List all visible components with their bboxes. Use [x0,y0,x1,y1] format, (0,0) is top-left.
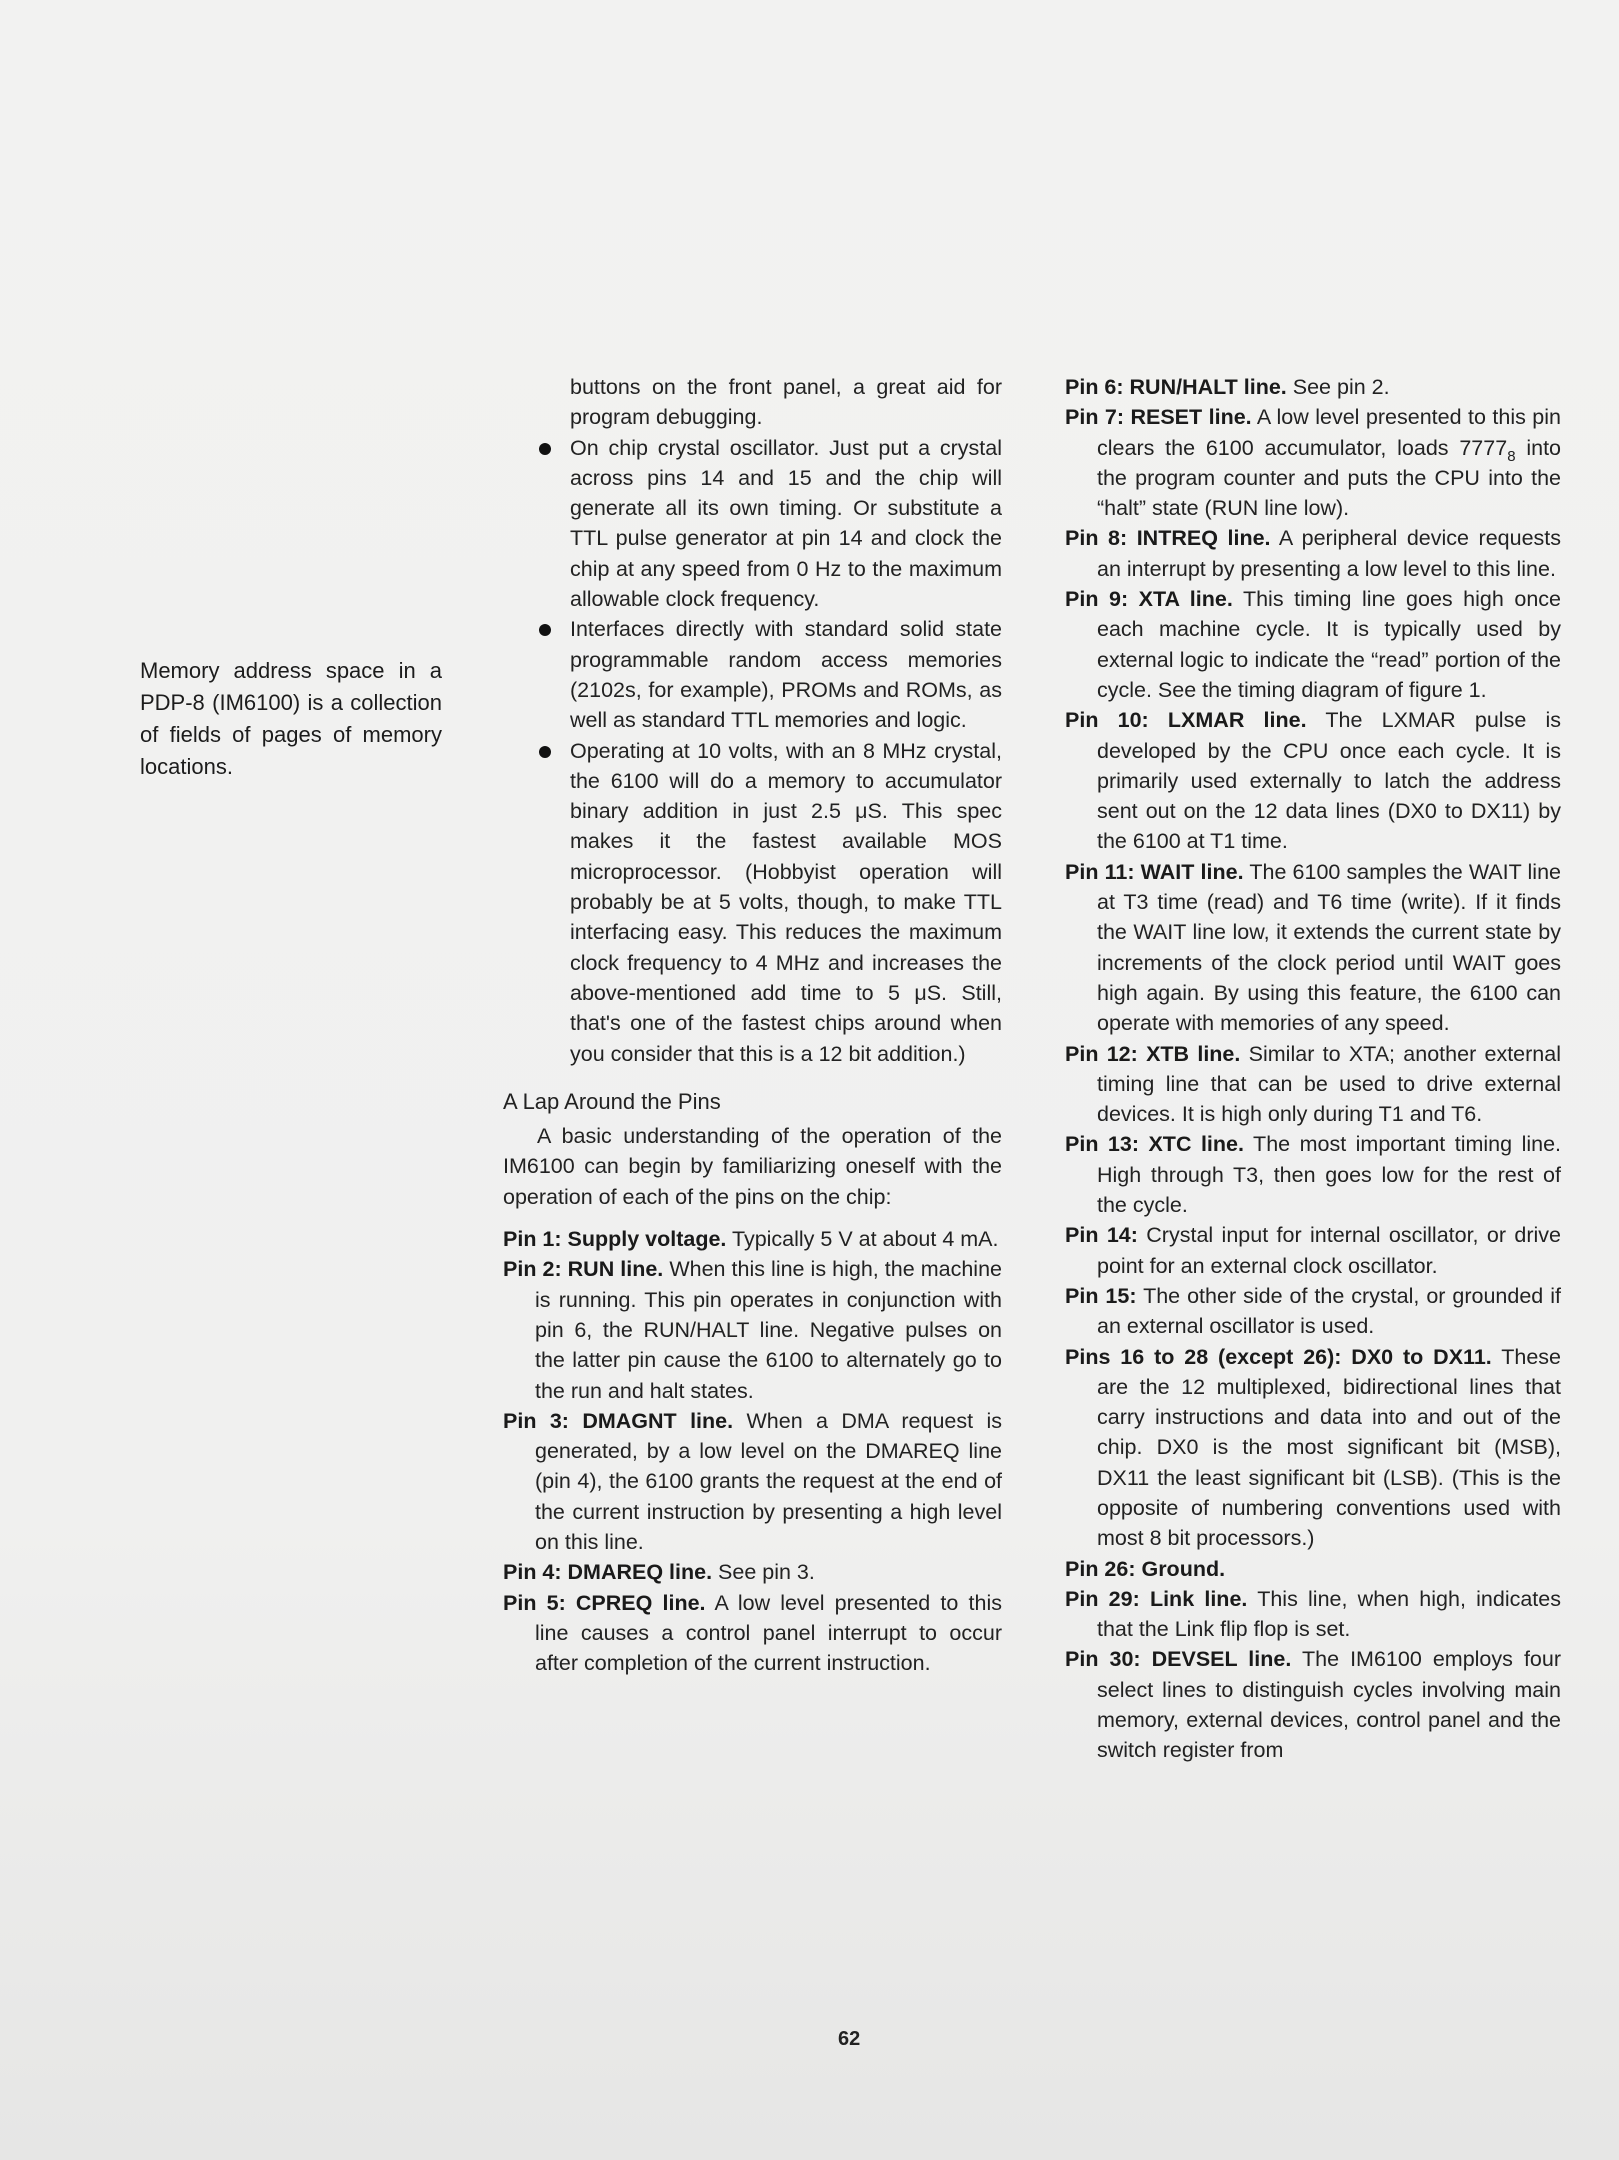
pin-description [1065,372,1561,402]
intro-paragraph: A basic understanding of the operation of the IM6100 can begin by familiarizing oneself with the operation of each of the pins on the chip: [503,1124,1002,1209]
pin-label: Pin 1: Supply voltage. [503,1227,727,1252]
pin-text: The LXMAR pulse is developed by the CPU once each cycle. It is primarily used externally to latch the address sent out on the 12 data lines (DX0 to DX11) by the 6100 at T1 time. [1097,708,1561,854]
pin-label: Pin 11: WAIT line. [1065,859,1244,884]
pin-label: Pin 30: DEVSEL line. [1065,1647,1292,1672]
pin-description [1065,402,1561,523]
pin-description [1065,705,1561,856]
feature-item [503,614,1002,735]
pin-label: Pin 2: RUN line. [503,1257,664,1282]
pin-description [503,1254,1002,1405]
feature-text: Operating at 10 volts, with an 8 MHz crystal, the 6100 will do a memory to accumulator binary addition in just 2.5 μS. This spec makes it the fastest available MOS microprocessor. (Hobbyist operation will probably be at 5 volts, though, to make TTL interfacing easy. This reduces the maximum clock frequency to 4 MHz and increases the above-mentioned add time to 5 μS. Still, that's one of the fastest chips around when you consider that this is a 12 bit addition.) [570,738,1002,1066]
pin-text: This timing line goes high once each machine cycle. It is typically used by external logic to indicate the “read” portion of the cycle. See the timing diagram of figure 1. [1097,587,1561,702]
bullet-icon [539,624,551,636]
pin-description [1065,857,1561,1039]
pin-text: Similar to XTA; another external timing line that can be used to drive external devices. It is high only during T1 and T6. [1097,1041,1561,1127]
pin-description [503,1406,1002,1557]
pin-text: These are the 12 multiplexed, bidirectional lines that carry instructions and data into and out of the chip. DX0 is the most significant bit (MSB), DX11 the least significant bit (LSB). (This is the opposite of numbering conventions used with most 8 bit processors.) [1097,1344,1561,1551]
pin-description [1065,1281,1561,1342]
pin-text: See pin 3. [712,1560,815,1585]
bullet-icon [539,746,551,758]
pin-label: Pin 13: XTC line. [1065,1132,1244,1157]
pin-label: Pin 9: XTA line. [1065,587,1233,612]
pin-description [1065,1039,1561,1130]
pin-label: Pin 5: CPREQ line. [503,1590,706,1615]
page-number: 62 [838,2028,861,2050]
pin-label: Pin 7: RESET line. [1065,405,1252,430]
middle-column [503,372,1002,1678]
pin-label: Pin 26: Ground. [1065,1556,1226,1581]
feature-list [503,433,1002,1069]
pin-text: A low level presented to this line causes a control panel interrupt to occur after completion of the current instruction. [535,1590,1002,1676]
pin-label: Pin 29: Link line. [1065,1586,1248,1611]
pin-label: Pin 6: RUN/HALT line. [1065,375,1287,399]
pin-text: A peripheral device requests an interrupt by presenting a low level to this line. [1097,526,1561,581]
pin-description [503,1224,1002,1254]
pin-text: The 6100 samples the WAIT line at T3 time (read) and T6 time (write). If it finds the WAIT line low, it extends the current state by increments of the clock period until WAIT goes high again. By using this feature, the 6100 can operate with memories of any speed. [1097,859,1561,1036]
feature-item [503,433,1002,615]
pin-text: Typically 5 V at about 4 mA. [726,1227,999,1252]
pin-label: Pin 8: INTREQ line. [1065,526,1271,551]
pin-description [1065,1129,1561,1220]
pin-description [1065,1220,1561,1281]
pin-label: Pins 16 to 28 (except 26): DX0 to DX11. [1065,1344,1492,1369]
feature-text: Interfaces directly with standard solid state programmable random access memories (2102s, for example), PROMs and ROMs, as well as standard TTL memories and logic. [570,617,1002,733]
pin-description [1065,1342,1561,1554]
pin-description [1065,1584,1561,1645]
pin-description [1065,523,1561,584]
pin-text: See pin 2. [1286,375,1390,399]
pin-description [503,1557,1002,1587]
feature-text: On chip crystal oscillator. Just put a crystal across pins 14 and 15 and the chip will generate all its own timing. Or substitute a TTL pulse generator at pin 14 and clock the chip at any speed from 0 Hz to the maximum allowable clock frequency. [570,435,1002,612]
pin-label: Pin 12: XTB line. [1065,1041,1241,1066]
pin-text: This line, when high, indicates that the Link flip flop is set. [1097,1586,1561,1642]
pin-text: The other side of the crystal, or grounded if an external oscillator is used. [1097,1283,1561,1339]
pin-label: Pin 10: LXMAR line. [1065,708,1307,733]
continued-paragraph: buttons on the front panel, a great aid for program debugging. [570,375,1002,430]
pin-description [1065,584,1561,705]
pin-text: A low level presented to this pin clears the 6100 accumulator, loads 7777 [1097,405,1561,460]
pin-text: Crystal input for internal oscillator, or drive point for an external clock oscillator. [1097,1223,1561,1278]
pin-text: The IM6100 employs four select lines to distinguish cycles involving main memory, external devices, control panel and the switch register from [1097,1647,1561,1763]
pin-label: Pin 4: DMAREQ line. [503,1560,713,1585]
pin-description [503,1588,1002,1679]
pin-label: Pin 14: [1065,1223,1138,1248]
bullet-icon [539,443,551,455]
pin-description [1065,1554,1561,1584]
pin-list [1065,372,1561,1766]
pin-text: into the program counter and puts the CPU into the “halt” state (RUN line low). [1097,435,1561,521]
pin-list [503,1224,1002,1678]
pin-text: The most important timing line. High through T3, then goes low for the rest of the cycle. [1097,1132,1562,1218]
pin-label: Pin 3: DMAGNT line. [503,1408,734,1433]
right-column [1065,372,1561,1766]
pin-text: When a DMA request is generated, by a low level on the DMAREQ line (pin 4), the 6100 grants the request at the end of the current instruction by presenting a high level on this line. [535,1408,1002,1554]
pin-text: When this line is high, the machine is running. This pin operates in conjunction with pin 6, the RUN/HALT line. Negative pulses on the latter pin cause the 6100 to alternately go to the run and halt states. [535,1257,1002,1403]
feature-item [503,736,1002,1069]
margin-note: Memory address space in a PDP-8 (IM6100) is a collection of fields of pages of memory locations. [140,658,442,779]
subscript: 8 [1507,447,1516,465]
pin-description [1065,1644,1561,1765]
pin-label: Pin 15: [1065,1283,1137,1308]
section-heading: A Lap Around the Pins [503,1088,721,1114]
